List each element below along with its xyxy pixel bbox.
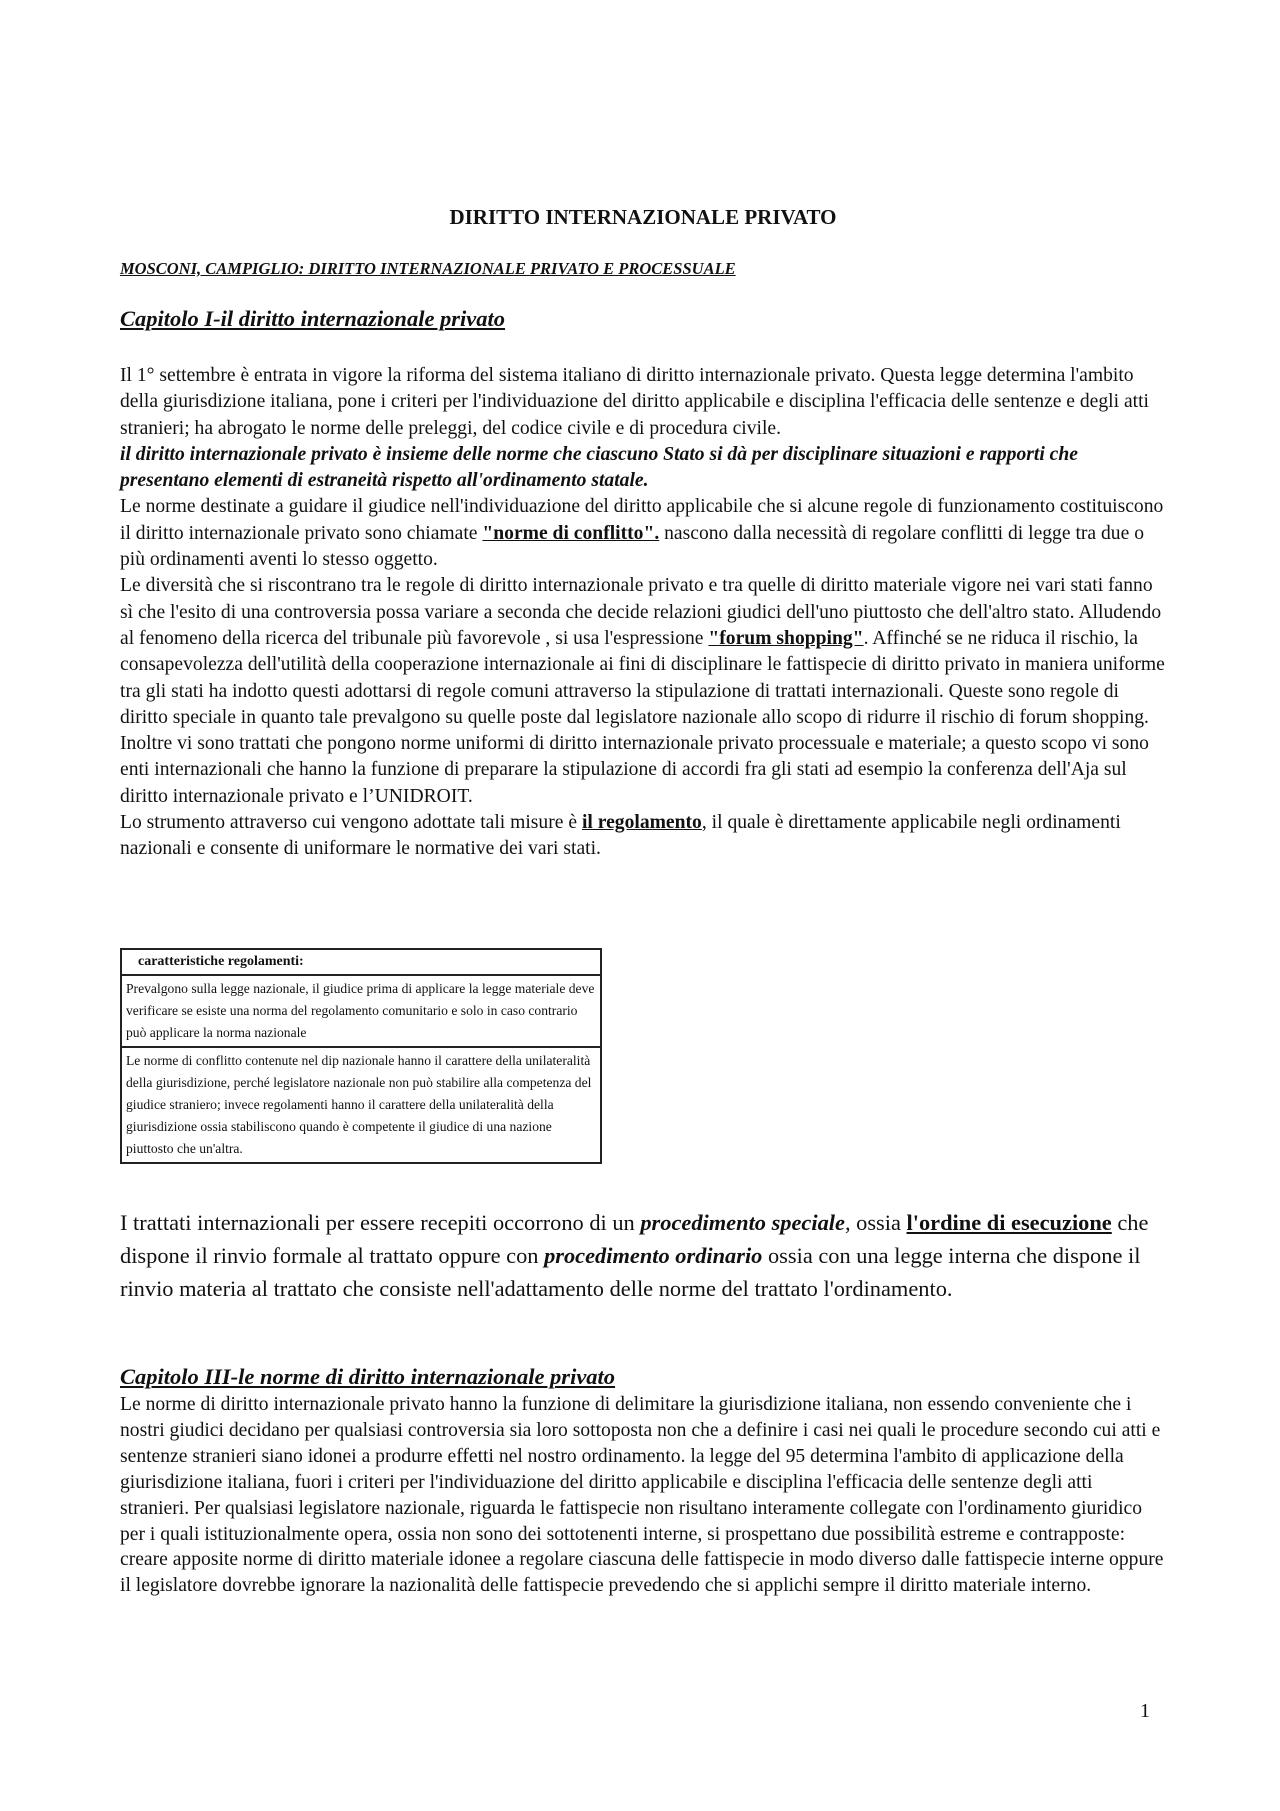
table-header-cell: caratteristiche regolamenti: — [121, 949, 601, 975]
page-number: 1 — [1140, 1700, 1150, 1722]
text-segment: I trattati internazionali per essere recepiti occorrono di un — [120, 1210, 641, 1235]
document-title: DIRITTO INTERNAZIONALE PRIVATO — [449, 205, 837, 229]
text-segment: . Affinché se ne riduca il rischio, la consapevolezza dell'utilità della cooperazione internazionale ai fini di disciplinare le fattispecie di diritto privato in maniera uniforme tra gli stati ha indotto questi adottarsi di regole comuni attraverso la stipulazione di trattati internazionali. Queste sono regole di diritto speciale in quanto tale prevalgono su quelle poste dal legislatore nazionale allo scopo di ridurre il rischio di forum shopping. Inoltre vi sono trattati che pongono norme uniformi di diritto internazionale privato processuale e materiale; a questo scopo vi sono enti internazionali che hanno la funzione di preparare la stipulazione di accordi fra gli stati ad esempio la conferenza dell'Aja sul diritto internazionale privato e l’UNIDROIT. — [120, 627, 1165, 807]
term-ordine-di-esecuzione: l'ordine di esecuzione — [906, 1210, 1112, 1235]
paragraph-regolamento — [120, 810, 1166, 863]
table-cell: Prevalgono sulla legge nazionale, il giudice prima di applicare la legge materiale deve verificare se esiste una norma del regolamento comunitario e solo in caso contrario può applicare la norma nazionale — [121, 975, 601, 1047]
term-il-regolamento: il regolamento — [581, 812, 702, 834]
paragraph-reform: Il 1° settembre è entrata in vigore la riforma del sistema italiano di diritto internazionale privato. Questa legge determina l'ambito della giurisdizione italiana, pone i criteri per l'individuazione del diritto applicabile e disciplina l'efficacia delle sentenze e degli atti stranieri; ha abrogato le norme delle preleggi, del codice civile e di procedura civile. — [120, 365, 1149, 439]
term-procedimento-speciale: procedimento speciale — [640, 1210, 845, 1235]
text-segment: che dispone il rinvio formale al trattato oppure con — [120, 1210, 1149, 1268]
paragraph-function: Le norme di diritto internazionale privato hanno la funzione di delimitare la giurisdizione italiana, non essendo conveniente che i nostri giudici decidano per qualsiasi controversia sia loro sottoposta non che a definire i casi nei quali le procedure secondo cui atti e sentenze stranieri siano idonei a produrre effetti nel nostro ordinamento. la legge del 95 determina l'ambito di applicazione della giurisdizione italiana, fuori i criteri per l'individuazione del diritto applicabile e disciplina l'efficacia delle sentenze degli atti stranieri. Per qualsiasi legislatore nazionale, riguarda le fattispecie non risultano interamente collegate con l'ordinamento giuridico per i quali istituzionalmente opera, ossia non sono dei sottotenenti interne, si prospettano due possibilità estreme e contrapposte: creare apposite norme di diritto materiale idonee a regolare ciascuna delle fattispecie in modo diverso dalle fattispecie interne oppure il legislatore dovrebbe ignorare la nazionalità delle fattispecie prevedendo che si applichi sempre il diritto materiale interno. — [120, 1394, 1164, 1597]
chapter-1-heading: Capitolo I-il diritto internazionale privato — [120, 306, 506, 331]
paragraph-conflict-norms — [120, 494, 1166, 573]
term-procedimento-ordinario: procedimento ordinario — [544, 1243, 763, 1268]
book-reference: MOSCONI, CAMPIGLIO: DIRITTO INTERNAZIONALE PRIVATO E PROCESSUALE — [120, 259, 736, 278]
text-segment: , il quale è direttamente applicabile negli ordinamenti nazionali e consente di uniformare le normative dei vari stati. — [120, 812, 1121, 860]
term-norme-di-conflitto: "norme di conflitto". — [482, 522, 660, 544]
table-row — [121, 975, 601, 1047]
paragraph-forum-shopping — [120, 573, 1166, 810]
chapter-3-body — [120, 1392, 1166, 1599]
text-segment: Le diversità che si riscontrano tra le regole di diritto internazionale privato e tra quelle di diritto materiale vigore nei vari stati fanno sì che l'esito di una controversia possa variare a seconda che decide relazioni giudici dell'uno piuttosto che dell'altro stato. Alludendo al fenomeno della ricerca del tribunale più favorevole , si usa l'espressione — [120, 575, 1162, 649]
regulations-table — [120, 948, 602, 1164]
text-segment: Lo strumento attraverso cui vengono adottate tali misure è — [120, 812, 582, 834]
paragraph-treaties — [120, 1206, 1166, 1305]
text-segment: , ossia — [844, 1210, 907, 1235]
table-cell: Le norme di conflitto contenute nel dip nazionale hanno il carattere della unilateralità della giurisdizione, perché legislatore nazionale non può stabilire alla competenza del giudice straniero; invece regolamenti hanno il carattere della unilateralità della giurisdizione ossia stabiliscono quando è competente il giudice di una nazione piuttosto che un'altra. — [121, 1047, 601, 1163]
text-segment: nascono dalla necessità di regolare conflitti di legge tra due o più ordinamenti aventi lo stesso oggetto. — [120, 522, 1144, 571]
chapter-1-body — [120, 363, 1166, 863]
chapter-3-heading: Capitolo III-le norme di diritto internazionale privato — [120, 1364, 616, 1389]
table-header-row — [121, 949, 601, 975]
table-row — [121, 1047, 601, 1163]
text-segment: Le norme destinate a guidare il giudice nell'individuazione del diritto applicabile che si alcune regole di funzionamento costituiscono il diritto internazionale privato sono chiamate — [120, 496, 1164, 544]
text-segment: ossia con una legge interna che dispone il rinvio materia al trattato che consiste nell'adattamento delle norme del trattato l'ordinamento. — [120, 1243, 1141, 1301]
paragraph-definition: il diritto internazionale privato è insieme delle norme che ciascuno Stato si dà per disciplinare situazioni e rapporti che presentano elementi di estraneità rispetto all'ordinamento statale. — [120, 443, 1078, 492]
term-forum-shopping: "forum shopping" — [708, 627, 864, 649]
